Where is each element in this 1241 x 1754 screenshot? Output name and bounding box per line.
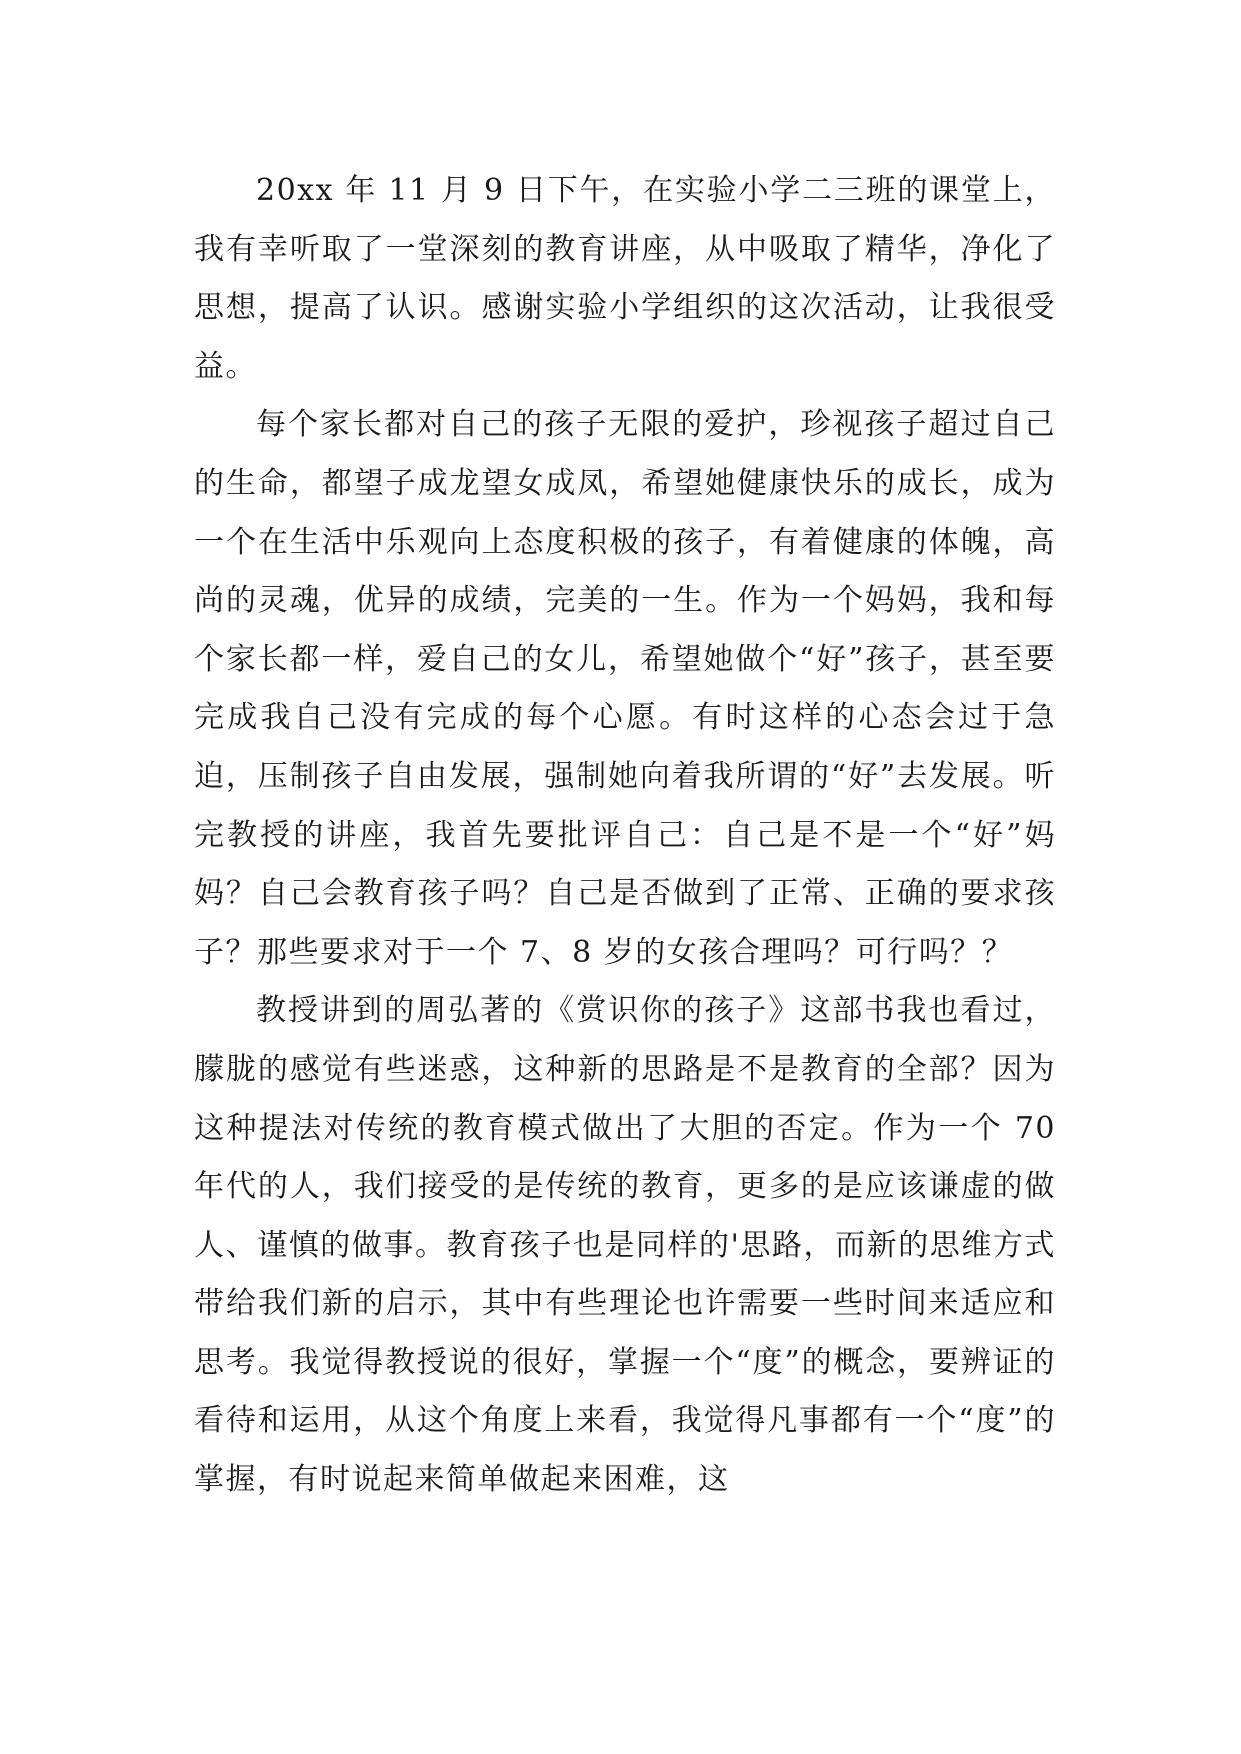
document-body (194, 162, 1056, 1510)
paragraph-1: 20xx 年 11 月 9 日下午，在实验小学二三班的课堂上，我有幸听取了一堂深刻的教育讲座，从中吸取了精华，净化了思想，提高了认识。感谢实验小学组织的这次活动，让我很受益。 (194, 173, 1056, 384)
paragraph-2: 每个家长都对自己的孩子无限的爱护，珍视孩子超过自己的生命，都望子成龙望女成凤，希望她健康快乐的成长，成为一个在生活中乐观向上态度积极的孩子，有着健康的体魄，高尚的灵魂，优异的成绩，完美的一生。作为一个妈妈，我和每个家长都一样，爱自己的女儿，希望她做个“好”孩子，甚至要完成我自己没有完成的每个心愿。有时这样的心态会过于急迫，压制孩子自由发展，强制她向着我所谓的“好”去发展。听完教授的讲座，我首先要批评自己：自己是不是一个“好”妈妈？自己会教育孩子吗？自己是否做到了正常、正确的要求孩子？那些要求对于一个 7、8 岁的女孩合理吗？可行吗？？ (194, 407, 1056, 970)
paragraph-3: 教授讲到的周弘著的《赏识你的孩子》这部书我也看过，朦胧的感觉有些迷惑，这种新的思路是不是教育的全部？因为这种提法对传统的教育模式做出了大胆的否定。作为一个 70 年代的人，我们接受的是传统的教育，更多的是应该谦虚的做人、谨慎的做事。教育孩子也是同样的'思路，而新的思维方式带给我们新的启示，其中有些理论也许需要一些时间来适应和思考。我觉得教授说的很好，掌握一个“度”的概念，要辨证的看待和运用，从这个角度上来看，我觉得凡事都有一个“度”的掌握，有时说起来简单做起来困难，这 (194, 993, 1056, 1498)
